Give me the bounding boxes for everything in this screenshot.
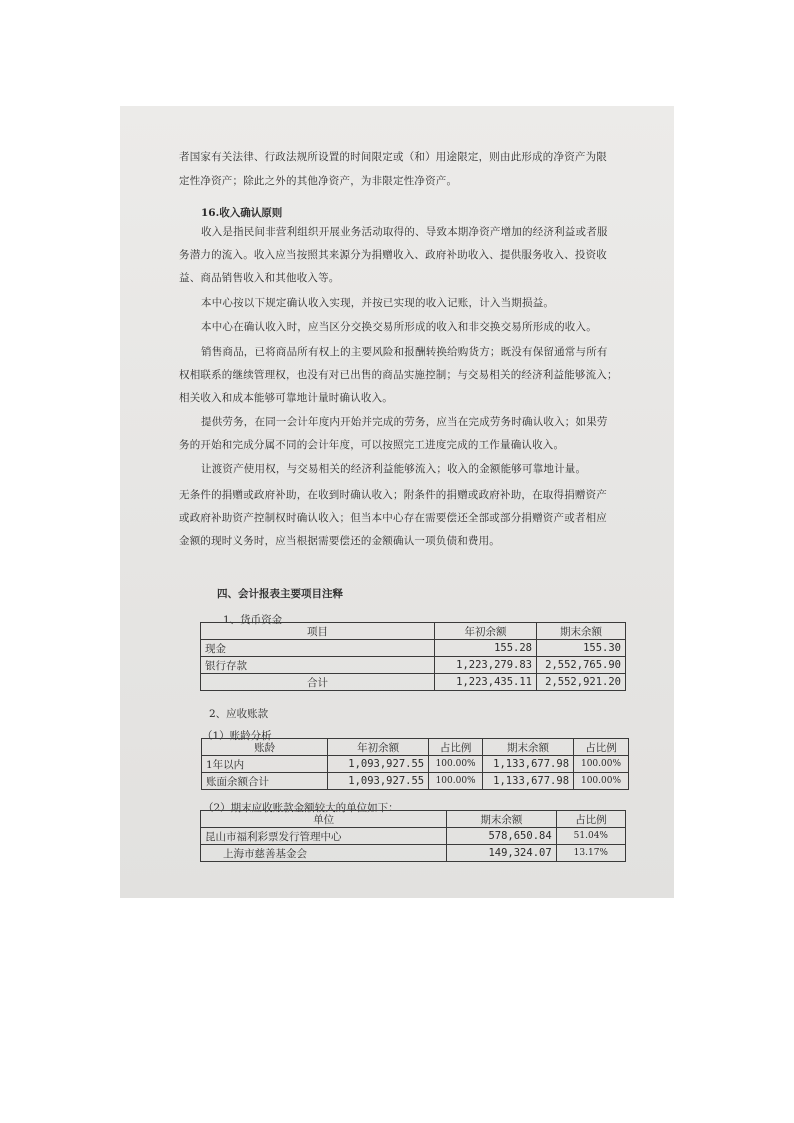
table-header: 期末余额 [447, 811, 557, 828]
table-cell: 2,552,765.90 [537, 657, 626, 674]
para-line: 者国家有关法律、行政法规所设置的时间限定或（和）用途限定，则由此形成的净资产为限 [179, 151, 607, 163]
table-cell: 2,552,921.20 [537, 674, 626, 691]
table-header: 单位 [201, 811, 447, 828]
table-cell: 账面余额合计 [202, 773, 328, 790]
para-line: 收入是指民间非营利组织开展业务活动取得的、导致本期净资产增加的经济利益或者服 [201, 226, 608, 238]
table-header: 项目 [201, 623, 435, 640]
table-cell: 578,650.84 [447, 828, 557, 845]
table-header: 年初余额 [435, 623, 537, 640]
table-header: 期末余额 [537, 623, 626, 640]
para-line: 本中心在确认收入时，应当区分交换交易所形成的收入和非交换交易所形成的收入。 [201, 321, 597, 333]
unit-table [200, 810, 626, 862]
para-line: 本中心按以下规定确认收入实现，并按已实现的收入记账，计入当期损益。 [201, 297, 555, 309]
table-header: 占比例 [429, 739, 483, 756]
aging-table [201, 738, 629, 790]
para-line: 无条件的捐赠或政府补助，在收到时确认收入；附条件的捐赠或政府补助，在取得捐赠资产 [179, 489, 607, 501]
para-line: 益、商品销售收入和其他收入等。 [179, 272, 340, 284]
para-line: 销售商品，已将商品所有权上的主要风险和报酬转换给购货方；既没有保留通常与所有 [201, 346, 608, 358]
table-cell: 100.00% [574, 756, 629, 773]
table-cell: 1,093,927.55 [328, 756, 429, 773]
subsection-receivables: 2、应收账款 [209, 708, 269, 720]
table-cell: 51.04% [556, 828, 625, 845]
table-row [201, 674, 626, 691]
table-header: 期末余额 [483, 739, 574, 756]
para-line: 金额的现时义务时，应当根据需要偿还的金额确认一项负债和费用。 [179, 535, 500, 547]
para-line: 让渡资产使用权，与交易相关的经济利益能够流入；收入的金额能够可靠地计量。 [201, 463, 587, 475]
table-row [202, 773, 629, 790]
table-header: 占比例 [574, 739, 629, 756]
table-row [202, 756, 629, 773]
table-row [201, 828, 626, 845]
section-heading-4: 四、会计报表主要项目注释 [217, 588, 343, 600]
para-line: 务潜力的流入。收入应当按照其来源分为捐赠收入、政府补助收入、提供服务收入、投资收 [179, 249, 607, 261]
cash-table [200, 622, 626, 691]
para-line: 或政府补助资产控制权时确认收入；但当本中心存在需要偿还全部或部分捐赠资产或者相应 [179, 512, 607, 524]
table-cell: 100.00% [429, 773, 483, 790]
table-cell: 1,223,435.11 [435, 674, 537, 691]
table-cell: 银行存款 [201, 657, 435, 674]
table-row [201, 640, 626, 657]
table-cell: 合计 [201, 674, 435, 691]
table-cell: 1,133,677.98 [483, 773, 574, 790]
table-cell: 13.17% [556, 845, 625, 862]
table-cell: 昆山市福利彩票发行管理中心 [201, 828, 447, 845]
table-cell: 155.30 [537, 640, 626, 657]
table-cell: 155.28 [435, 640, 537, 657]
para-line: 相关收入和成本能够可靠地计量时确认收入。 [179, 392, 393, 404]
section-heading-16: 16.收入确认原则 [201, 207, 283, 219]
table-row [201, 845, 626, 862]
scanned-page [120, 106, 674, 898]
table-cell: 1,093,927.55 [328, 773, 429, 790]
table-header: 账龄 [202, 739, 328, 756]
para-line: 权相联系的继续管理权，也没有对已出售的商品实施控制；与交易相关的经济利益能够流入； [179, 369, 618, 381]
table-cell: 现金 [201, 640, 435, 657]
table-cell: 1年以内 [202, 756, 328, 773]
table-cell: 149,324.07 [447, 845, 557, 862]
table-cell: 1,223,279.83 [435, 657, 537, 674]
subsection-aging: （1）账龄分析 [202, 730, 272, 742]
table-cell: 上海市慈善基金会 [201, 845, 447, 862]
table-cell: 1,133,677.98 [483, 756, 574, 773]
subsection-cash: 1、货币资金 [223, 614, 283, 626]
table-header: 占比例 [556, 811, 625, 828]
subsection-major-units: （2）期末应收账款金额较大的单位如下： [203, 802, 399, 814]
para-line: 务的开始和完成分属不同的会计年度，可以按照完工进度完成的工作量确认收入。 [179, 439, 565, 451]
table-header: 年初余额 [328, 739, 429, 756]
table-cell: 100.00% [429, 756, 483, 773]
para-line: 定性净资产；除此之外的其他净资产，为非限定性净资产。 [179, 175, 458, 187]
table-row [201, 657, 626, 674]
table-cell: 100.00% [574, 773, 629, 790]
para-line: 提供劳务，在同一会计年度内开始并完成的劳务，应当在完成劳务时确认收入；如果劳 [201, 416, 608, 428]
